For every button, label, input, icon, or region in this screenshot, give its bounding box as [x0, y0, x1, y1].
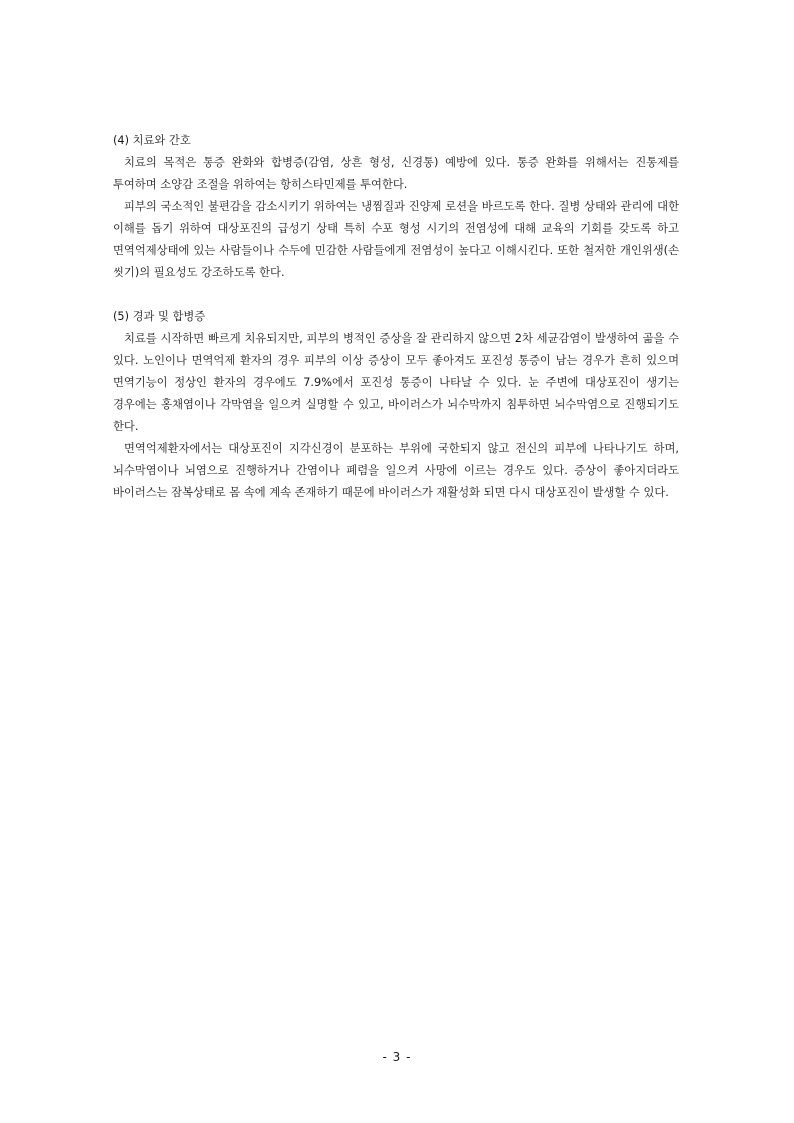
paragraph: 면역억제환자에서는 대상포진이 지각신경이 분포하는 부위에 국한되지 않고 전신의 피부에 나타나기도 하며, 뇌수막염이나 뇌염으로 진행하거나 간염이나 폐렴을 일으켜 사망에 이르는 경우도 있다. 증상이 좋아지더라도 바이러스는 잠복상태로 몸 속에 계속 존재하기 때문에 바이러스가 재활성화 되면 다시 대상포진이 발생할 수 있다.	[113, 442, 679, 499]
section-treatment-and-nursing	[113, 130, 679, 284]
page-number: - 3 -	[382, 1050, 412, 1064]
section-heading: (4) 치료와 간호	[113, 134, 191, 147]
section-course-and-complications	[113, 306, 679, 504]
section-heading: (5) 경과 및 합병증	[113, 310, 206, 323]
document-body	[113, 130, 679, 504]
paragraph: 치료를 시작하면 빠르게 치유되지만, 피부의 병적인 증상을 잘 관리하지 않으면 2차 세균감염이 발생하여 곪을 수 있다. 노인이나 면역억제 환자의 경우 피부의 이상 증상이 모두 좋아져도 포진성 통증이 남는 경우가 흔히 있으며 면역기능이 정상인 환자의 경우에도 7.9%에서 포진성 통증이 나타날 수 있다. 눈 주변에 대상포진이 생기는 경우에는 홍채염이나 각막염을 일으켜 실명할 수 있고, 바이러스가 뇌수막까지 침투하면 뇌수막염으로 진행되기도 한다.	[113, 332, 679, 433]
paragraph: 피부의 국소적인 불편감을 감소시키기 위하여는 냉찜질과 진양제 로션을 바르도록 한다. 질병 상태와 관리에 대한 이해를 돕기 위하여 대상포진의 급성기 상태 특히 수포 형성 시기의 전염성에 대해 교육의 기회를 갖도록 하고 면역억제상태에 있는 사람들이나 수두에 민감한 사람들에게 전염성이 높다고 이해시킨다. 또한 철저한 개인위생(손 씻기)의 필요성도 강조하도록 한다.	[113, 200, 680, 279]
paragraph: 치료의 목적은 통증 완화와 합병증(감염, 상흔 형성, 신경통) 예방에 있다. 통증 완화를 위해서는 진통제를 투여하며 소양감 조절을 위하여는 항히스타민제를 투여한다.	[113, 156, 679, 191]
